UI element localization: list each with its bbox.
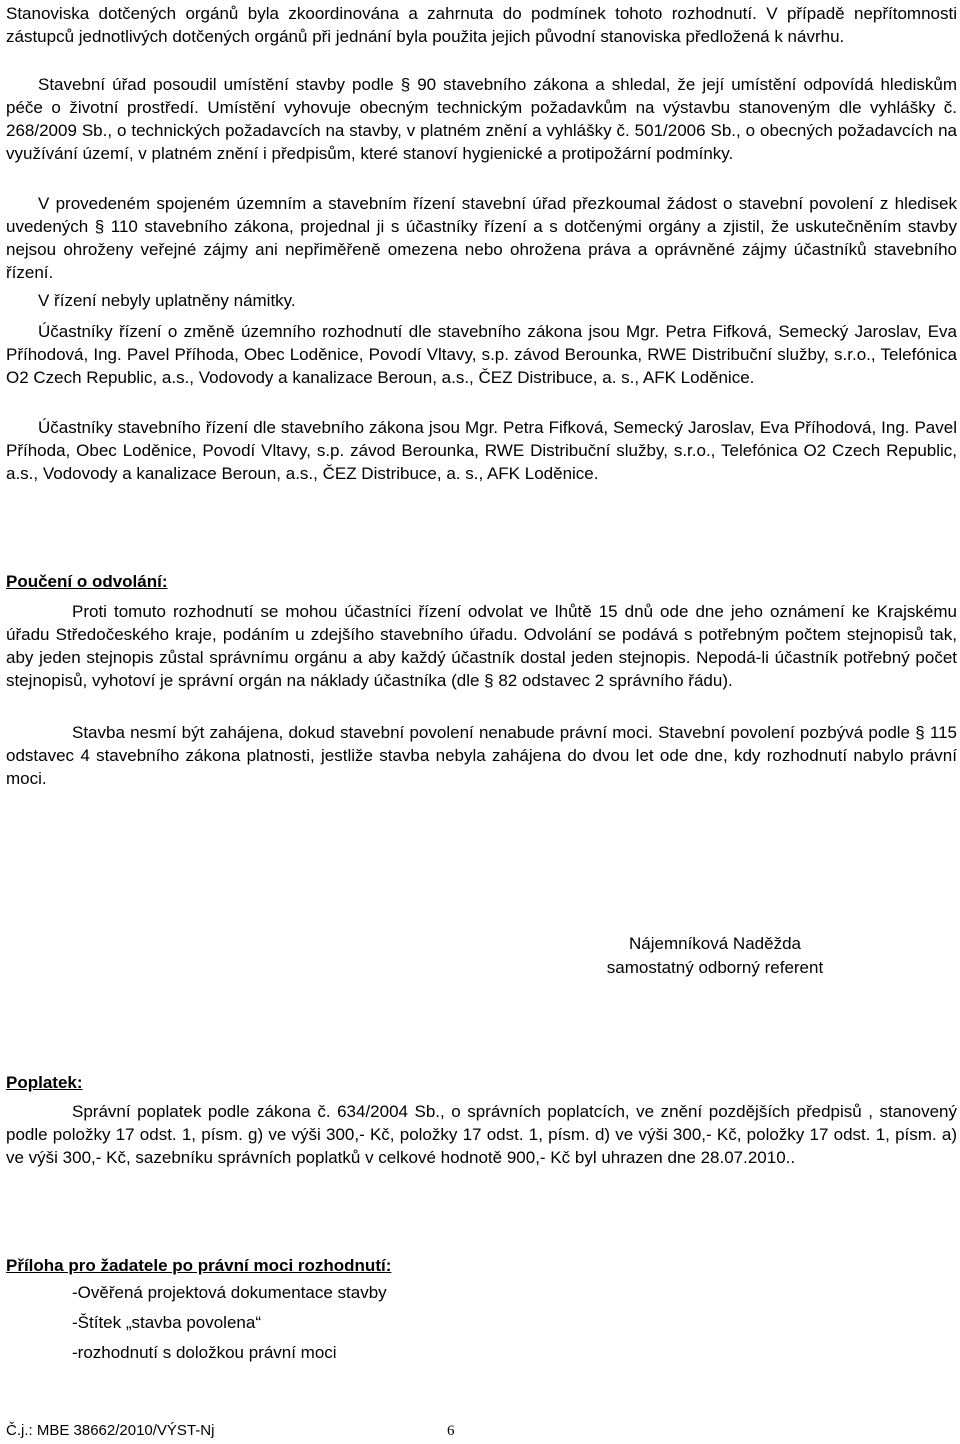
paragraph-appeal-instructions: Proti tomuto rozhodnutí se mohou účastníci řízení odvolat ve lhůtě 15 dnů ode dne jeho oznámení ke Krajskému úřadu Středočeského kraje, podáním u zdejšího stavebního úřadu. Odvolání se podává s potřebným počtem stejnopisů tak, aby jeden stejnopis zůstal správnímu orgánu a aby každý účastník dostal jeden stejnopis. Nepodá-li účastník potřebný počet stejnopisů, vyhotoví je správní orgán na náklady účastníka (dle § 82 odstavec 2 správního řádu). — [6, 602, 957, 690]
attachment-list — [72, 1278, 387, 1368]
paragraph-validity: Stavba nesmí být zahájena, dokud stavební povolení nenabude právní moci. Stavební povolení pozbývá podle § 115 odstavec 4 stavebního zákona platnosti, jestliže stavba nebyla zahájena do dvou let ode dne, kdy rozhodnutí nabylo právní moci. — [6, 723, 957, 788]
paragraph-opinions: Stanoviska dotčených orgánů byla zkoordinována a zahrnuta do podmínek tohoto rozhodnutí. V případě nepřítomnosti zástupců jednotlivých dotčených orgánů při jednání byla použita jejich původní stanoviska předložená k návrhu. — [6, 4, 957, 46]
appeal-heading: Poučení o odvolání: — [6, 572, 168, 591]
list-item: -Ověřená projektová dokumentace stavby — [72, 1283, 387, 1302]
list-item: -Štítek „stavba povolena“ — [72, 1313, 261, 1332]
paragraph-placement-assessment: Stavební úřad posoudil umístění stavby podle § 90 stavebního zákona a shledal, že její umístění odpovídá hlediskům péče o životní prostředí. Umístění vyhovuje obecným technickým požadavkům na výstavbu stanoveným dle vyhlášky č. 268/2009 Sb., o technických požadavcích na stavby, v platném znění a vyhlášky č. 501/2006 Sb., o obecných požadavcích na využívání území, v platném znění i předpisům, které stanoví hygienické a protipožární podmínky. — [6, 75, 957, 163]
fee-heading: Poplatek: — [6, 1073, 83, 1092]
paragraph-participants-zoning: Účastníky řízení o změně územního rozhodnutí dle stavebního zákona jsou Mgr. Petra Fifková, Semecký Jaroslav, Eva Příhodová, Ing. Pavel Příhoda, Obec Loděnice, Povodí Vltavy, s.p. závod Berounka, RWE Distribuční služby, s.r.o., Telefónica O2 Czech Republic, a.s., Vodovody a kanalizace Beroun, a.s., ČEZ Distribuce, a. s., AFK Loděnice. — [6, 322, 957, 387]
signature-title: samostatný odborný referent — [606, 958, 824, 977]
reference-number: Č.j.: MBE 38662/2010/VÝST-Nj — [6, 1422, 215, 1439]
paragraph-procedure: V provedeném spojeném územním a stavebním řízení stavební úřad přezkoumal žádost o stavební povolení z hledisek uvedených § 110 stavebního zákona, projednal ji s účastníky řízení a s dotčenými orgány a zjistil, že uskutečněním stavby nejsou ohroženy veřejné zájmy ani nepřiměřeně omezena nebo ohrožena práva a oprávněné zájmy účastníků stavebního řízení. — [6, 194, 957, 282]
page-number: 6 — [447, 1423, 455, 1439]
paragraph-participants-building: Účastníky stavebního řízení dle stavebního zákona jsou Mgr. Petra Fifková, Semecký Jaroslav, Eva Příhodová, Ing. Pavel Příhoda, Obec Loděnice, Povodí Vltavy, s.p. závod Berounka, RWE Distribuční služby, s.r.o., Telefónica O2 Czech Republic, a.s., Vodovody a kanalizace Beroun, a.s., ČEZ Distribuce, a. s., AFK Loděnice. — [6, 418, 957, 483]
paragraph-no-objections: V řízení nebyly uplatněny námitky. — [38, 291, 296, 310]
list-item: -rozhodnutí s doložkou právní moci — [72, 1343, 337, 1362]
attachment-heading: Příloha pro žadatele po právní moci rozhodnutí: — [6, 1256, 392, 1275]
signature-name: Nájemníková Naděžda — [629, 934, 801, 953]
paragraph-fee: Správní poplatek podle zákona č. 634/2004 Sb., o správních poplatcích, ve znění pozdějších předpisů , stanovený podle položky 17 odst. 1, písm. g) ve výši 300,- Kč, položky 17 odst. 1, písm. d) ve výši 300,- Kč, položky 17 odst. 1, písm. a) ve výši 300,- Kč, sazebníku správních poplatků v celkové hodnotě 900,- Kč byl uhrazen dne 28.07.2010.. — [6, 1102, 957, 1167]
